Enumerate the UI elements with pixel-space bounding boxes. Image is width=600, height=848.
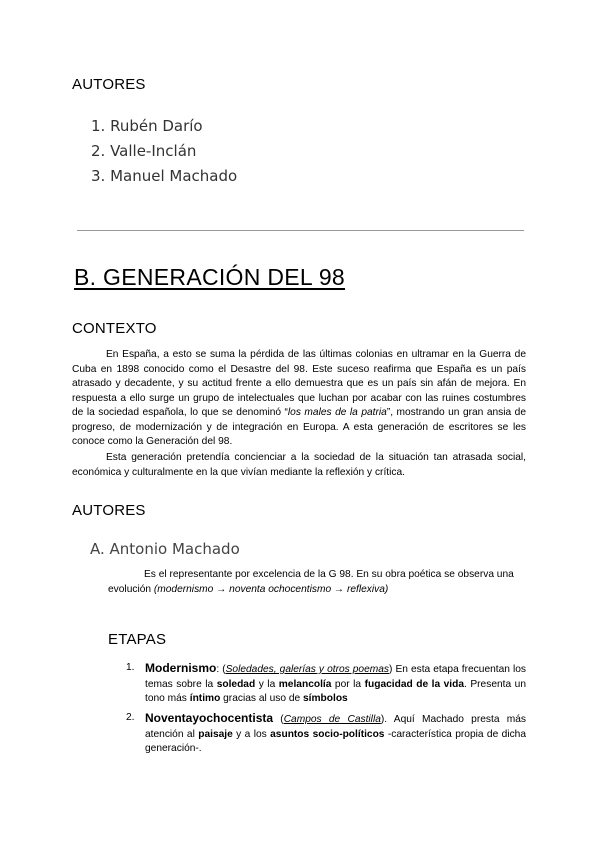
list-item: 2. Valle-Inclán: [91, 142, 197, 160]
list-item: 3. Manuel Machado: [91, 167, 238, 185]
section-title: B. GENERACIÓN DEL 98: [74, 264, 346, 290]
etapas-heading: ETAPAS: [108, 631, 167, 648]
contexto-heading: CONTEXTO: [72, 320, 157, 337]
author-description: Es el representante por excelencia de la G 98. En su obra poética se observa una evolución (modernismo → noventa ochocentismo → reflexiva): [108, 569, 514, 595]
autores-heading-2: AUTORES: [72, 502, 146, 519]
etapa-item-modernismo: 1. Modernismo: (Soledades, galerías y otros poemas) En esta etapa frecuentan los temas sobre la soledad y la melancolía por la fugacidad de la vida. Presenta un tono más íntimo gracias al uso de símbolos: [126, 661, 527, 704]
author-heading-antonio-machado: A. Antonio Machado: [90, 540, 240, 558]
autores-heading: AUTORES: [72, 76, 146, 93]
list-item: 1. Rubén Darío: [91, 117, 203, 135]
contexto-paragraph-2: Esta generación pretendía concienciar a la sociedad de la situación tan atrasada social, económica y culturalmente en la que vivían mediante la reflexión y crítica.: [72, 452, 526, 478]
horizontal-divider: [77, 230, 524, 231]
author-list: [91, 116, 237, 191]
etapa-item-noventayochocentista: 2. Noventayochocentista (Campos de Castilla). Aquí Machado presta más atención al paisaje y a los asuntos socio-políticos -característica propia de dicha generación-.: [126, 711, 527, 754]
contexto-paragraph-1: En España, a esto se suma la pérdida de las últimas colonias en ultramar en la Guerra de Cuba en 1898 conocido como el Desastre del 98. Este suceso reafirma que España es un país atrasado y decadente, y su actitud frente a ello demuestra que es un país sin afán de mejora. En respuesta a ello surge un grupo de intelectuales que luchan por acabar con las ruines costumbres de la sociedad española, lo que se denominó “los males de la patria”, mostrando un gran ansia de progreso, de modernización y de integración en Europa. A esta generación de escritores se les conoce como la Generación del 98.: [72, 349, 526, 447]
